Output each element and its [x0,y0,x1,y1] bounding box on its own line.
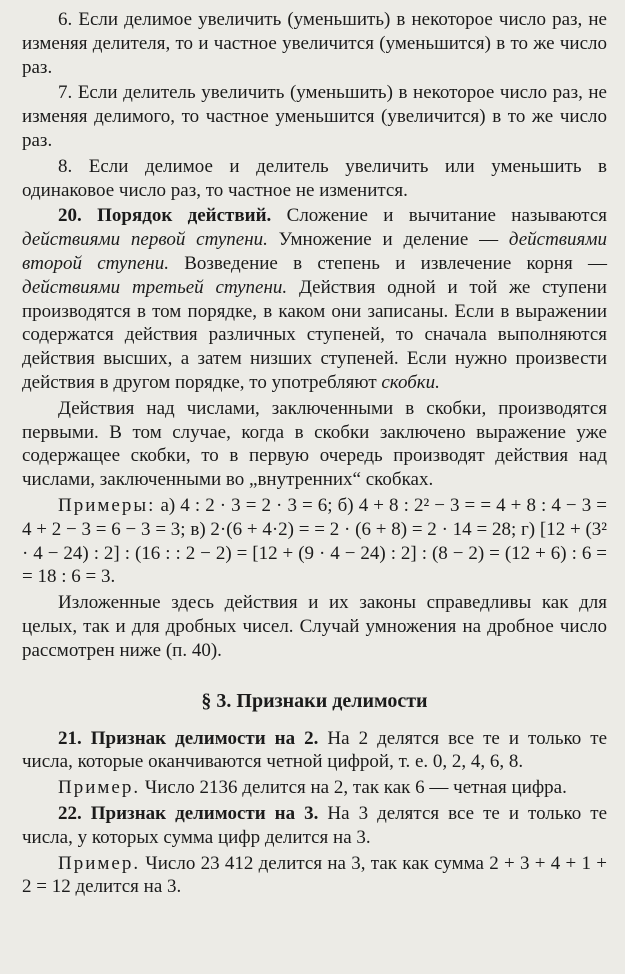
paragraph-21-text: На 2 делятся все те и только те числа, которые оканчиваются четной цифрой, т. е. 0, 2, 4, 6, 8. [22,727,608,773]
paragraph-20-title: 20. Порядок действий. [58,205,272,227]
paragraph-21-example [22,776,607,800]
p20-text-4: Действия одной и той же ступени производятся в том порядке, в каком они записаны. Если в выражении содержатся действия различных ступеней, то сначала выполняются действия высших, а затем низших ступеней. Если нужно произвести действия в другом порядке, то употребляют [22,276,607,393]
example-text: Число 2136 делится на 2, так как 6 — четная цифра. [140,777,567,799]
paragraph-22-text: На 3 делятся все те и только те числа, у которых сумма цифр делится на 3. [22,802,608,848]
paragraph-21 [22,727,607,775]
p20-term-third-level: действиями третьей ступени. [22,276,288,298]
p20-text-2: Умножение и деление — [267,229,509,251]
paragraph-22-title: 22. Признак делимости на 3. [58,802,319,824]
example-label: Пример. [58,777,141,799]
p20-term-second-level: действиями второй ступени. [22,229,607,274]
p20-term-brackets: скобки. [381,371,440,393]
p20-term-first-level: действиями первой ступени. [22,229,268,251]
section-title: § 3. Признаки делимости [201,689,428,712]
closing-paragraph: Изложенные здесь действия и их законы справедливы как для целых, так и для дробных чисел. Случай умножения на дробное число рассмотрен ниже (п. 40). [22,592,607,661]
rule-7: 7. Если делитель увеличить (уменьшить) в некоторое число раз, не изменяя делимого, то частное уменьшится (увеличится) в то же число раз. [22,82,607,151]
rule-8: 8. Если делимое и делитель увеличить или уменьшить в одинаковое число раз, то частное не изменится. [22,155,607,201]
p20-text-3: Возведение в степень и извлечение корня — [168,252,607,274]
brackets-paragraph: Действия над числами, заключенными в скобки, производятся первыми. В том случае, когда в скобки заключено выражение уже содержащее скобки, то в первую очередь производят действия над числами, заключенными во „внутренних“ скобках. [22,397,607,491]
example-text: Число 23 412 делится на 3, так как сумма 2 + 3 + 4 + 1 + 2 = 12 делится на 3. [22,852,607,898]
example-label: Пример. [58,852,141,874]
paragraph-22 [22,802,607,850]
paragraph-22-example [22,852,607,900]
paragraph-20 [22,204,607,394]
rule-6: 6. Если делимое увеличить (уменьшить) в некоторое число раз, не изменяя делителя, то и частное увеличится (уменьшится) в то же число раз. [22,9,607,78]
p20-text-1: Сложение и вычитание называются [271,205,607,227]
examples-label: Примеры: [58,494,156,516]
examples-paragraph [22,494,607,589]
examples-text: а) 4 : 2 · 3 = 2 · 3 = 6; б) 4 + 8 : 2² − 3 = = 4 + 8 : 4 − 3 = 4 + 2 − 3 = 6 − 3 = 3; в) 2·(6 + 4·2) = = 2 · (6 + 8) = 2 · 14 = 28; г) [12 + (3² · 4 − 24) : 2] : (16 : : 2 − 2) = [12 + (9 · 4 − 24) : 2] : (8 − 2) = (12 + 6) : 6 = = 18 : 6 = 3. [22,494,607,588]
paragraph-21-title: 21. Признак делимости на 2. [58,727,319,749]
